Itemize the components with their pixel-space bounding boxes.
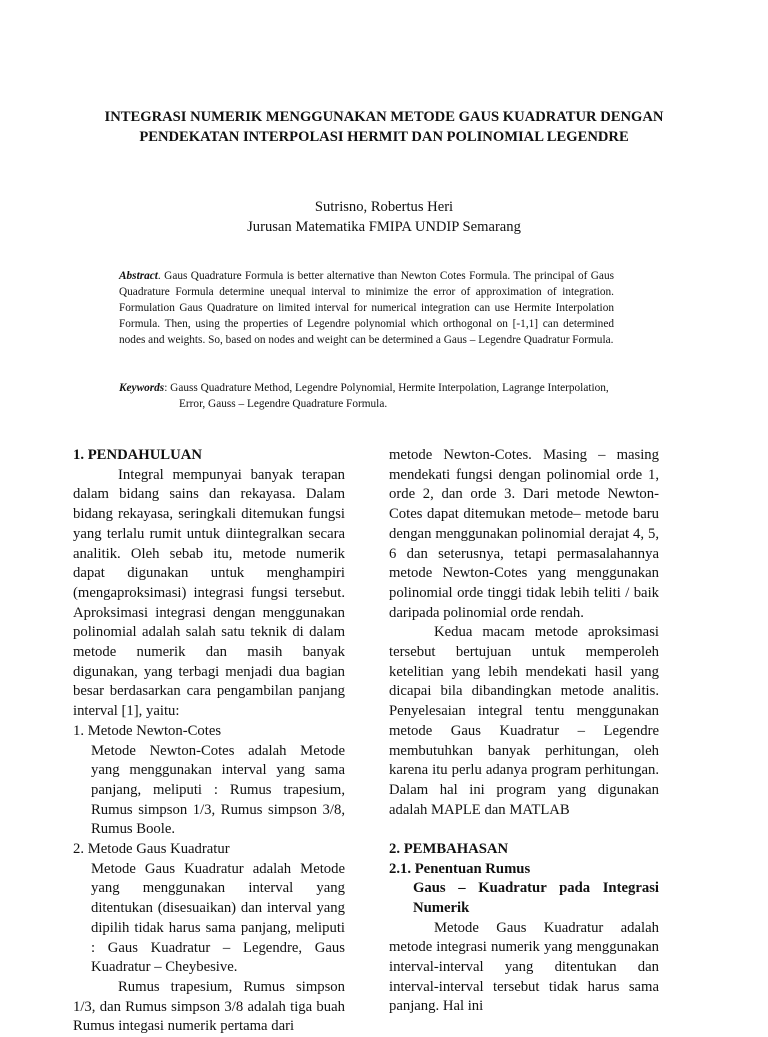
abstract xyxy=(119,268,614,348)
list-item-body: Metode Newton-Cotes adalah Metode yang menggunakan interval yang sama panjang, meliputi : Rumus trapesium, Rumus simpson 1/3, Rumus simpson 3/8, Rumus Boole. xyxy=(91,742,345,838)
left-column xyxy=(73,446,345,1037)
section-heading-pendahuluan: 1. PENDAHULUAN xyxy=(73,447,202,463)
right-column xyxy=(389,446,659,1017)
spacer xyxy=(389,820,659,840)
abstract-label: Abstract xyxy=(119,270,158,282)
paragraph: Kedua macam metode aproksimasi tersebut bertujuan untuk memperoleh ketelitian yang lebih mendekati hasil yang dicapai bila dibandingkan metode analitis. Penyelesaian integral tentu menggunakan metode Gaus Kuadratur – Legendre membutuhkan banyak perhitungan, oleh karena itu perlu adanya program perhitungan. Dalam hal ini program yang digunakan adalah MAPLE dan MATLAB xyxy=(389,624,659,818)
keywords-text: : Gauss Quadrature Method, Legendre Polynomial, Hermite Interpolation, Lagrange Interpolation, Error, Gauss – Legendre Quadrature Formula. xyxy=(164,382,609,411)
paragraph: Metode Gaus Kuadratur adalah metode integrasi numerik yang menggunakan interval-interval yang ditentukan dan interval-interval tersebut tidak harus sama panjang. Hal ini xyxy=(389,919,659,1015)
subsection-title: Gaus – Kuadratur pada Integrasi Numerik xyxy=(413,880,659,916)
subsection-heading: 2.1. Penentuan Rumus xyxy=(389,860,531,877)
paragraph: Integral mempunyai banyak terapan dalam bidang sains dan rekayasa. Dalam bidang rekayasa, seringkali ditemukan fungsi yang terlalu rumit untuk diintegralkan secara analitik. Oleh sebab itu, metode numerik dapat digunakan untuk menghampiri (mengaproksimasi) integrasi fungsi tersebut. Aproksimasi integrasi dengan menggunakan polinomial adalah salah satu teknik di dalam metode numerik dan masih banyak digunakan, yang terbagi menjadi dua bagian besar berdasarkan cara pengambilan panjang interval [1], yaitu: xyxy=(73,466,345,720)
section-heading-pembahasan: 2. PEMBAHASAN xyxy=(389,840,509,857)
keywords-label: Keywords xyxy=(119,382,165,394)
list-item-body: Metode Gaus Kuadratur adalah Metode yang menggunakan interval yang ditentukan (disesuaikan) dan interval yang dipilih tidak harus sama panjang, meliputi : Gaus Kuadratur – Legendre, Gaus Kuadratur – Cheybesive. xyxy=(91,860,345,976)
author-affiliation: Jurusan Matematika FMIPA UNDIP Semarang xyxy=(247,218,521,235)
paragraph: Rumus trapesium, Rumus simpson 1/3, dan Rumus simpson 3/8 adalah tiga buah Rumus integasi numerik pertama dari xyxy=(73,978,345,1035)
list-item-heading: 2. Metode Gaus Kuadratur xyxy=(73,841,230,858)
author-block xyxy=(90,198,678,237)
list-item-heading: 1. Metode Newton-Cotes xyxy=(73,722,222,739)
paper-title: INTEGRASI NUMERIK MENGGUNAKAN METODE GAUS KUADRATUR DENGAN PENDEKATAN INTERPOLASI HERMIT DAN POLINOMIAL LEGENDRE xyxy=(104,109,664,145)
paragraph: metode Newton-Cotes. Masing – masing mendekati fungsi dengan polinomial orde 1, orde 2, dan orde 3. Dari metode Newton-Cotes dapat ditemukan metode– metode baru dengan menggunakan polinomial derajat 4, 5, 6 dan seterusnya, tetapi permasalahannya metode Newton-Cotes yang menggunakan polinomial orde tinggi tidak lebih teliti / baik daripada polinomial orde rendah. xyxy=(389,447,659,621)
abstract-text: . Gaus Quadrature Formula is better alternative than Newton Cotes Formula. The principal of Gaus Quadrature Formula determine unequal interval to minimize the error of approximation of integration. Formulation Gaus Quadrature on limited interval for numerical integration can use Hermite Interpolation Formula. Then, using the properties of Legendre polynomial which orthogonal on [-1,1] can determined nodes and weights. So, based on nodes and weight can be determined a Gaus – Legendre Quadratur Formula. xyxy=(119,270,614,347)
author-names: Sutrisno, Robertus Heri xyxy=(314,199,454,215)
keywords xyxy=(119,380,614,412)
